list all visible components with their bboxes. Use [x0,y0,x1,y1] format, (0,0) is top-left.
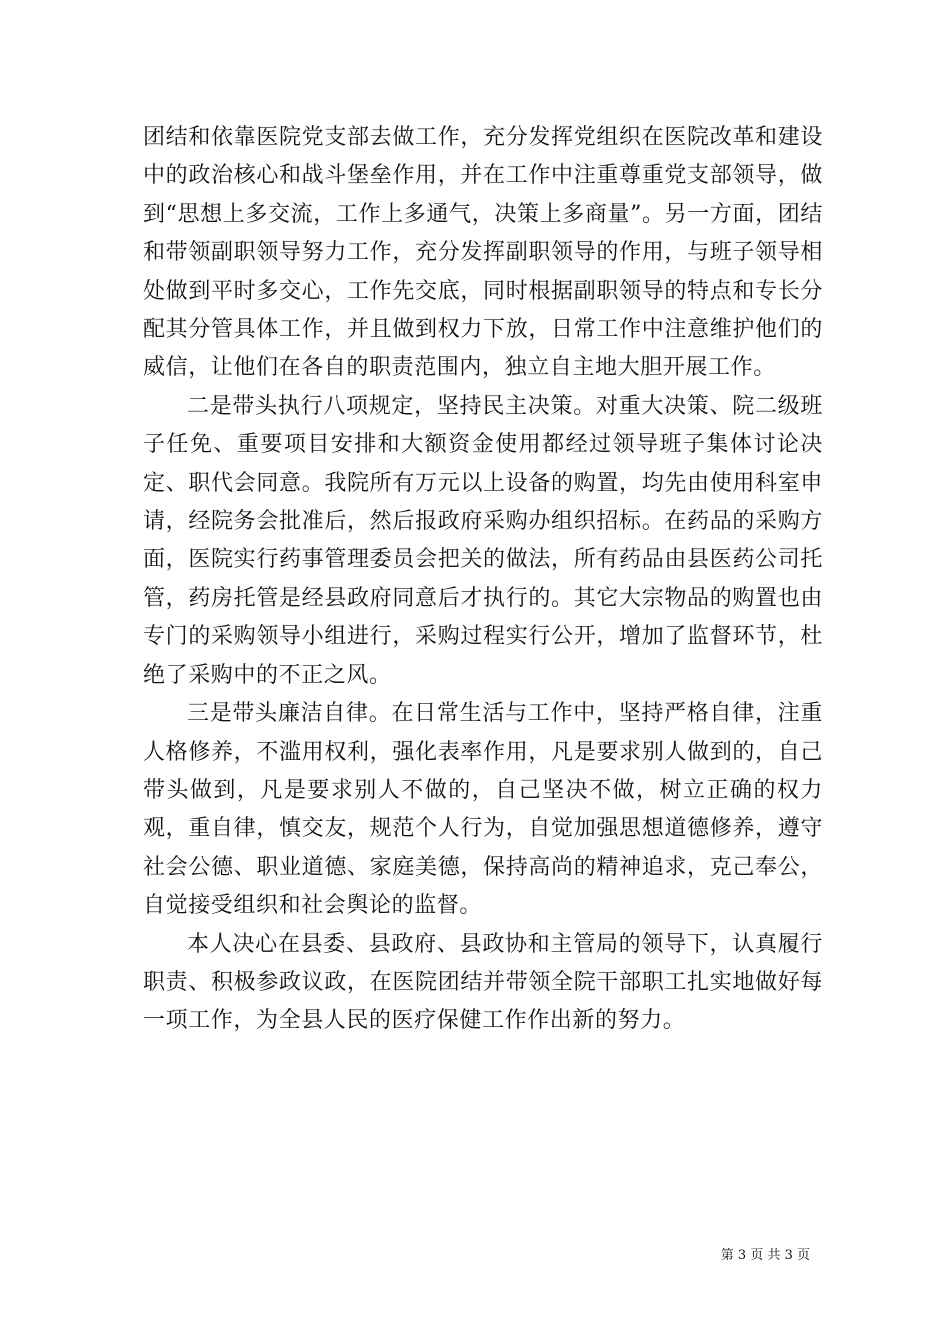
page-number: 第 3 页 共 3 页 [720,1248,810,1263]
paragraph-continuation: 团结和依靠医院党支部去做工作，充分发挥党组织在医院改革和建设中的政治核心和战斗堡垒作用，并在工作中注重尊重党支部领导，做到“思想上多交流，工作上多通气，决策上多商量”。另一方面，团结和带领副职领导努力工作，充分发挥副职领导的作用，与班子领导相处做到平时多交心，工作先交底，同时根据副职领导的特点和专长分配其分管具体工作，并且做到权力下放，日常工作中注意维护他们的威信，让他们在各自的职责范围内，独立自主地大胆开展工作。 [143,125,823,381]
paragraph-self-discipline: 三是带头廉洁自律。在日常生活与工作中，坚持严格自律，注重人格修养，不滥用权利，强化表率作用，凡是要求别人做到的，自己带头做到，凡是要求别人不做的，自己坚决不做，树立正确的权力观，重自律，慎交友，规范个人行为，自觉加强思想道德修养，遵守社会公德、职业道德、家庭美德，保持高尚的精神追求，克己奉公，自觉接受组织和社会舆论的监督。 [143,701,823,919]
document-body [143,119,823,1041]
paragraph-resolution: 本人决心在县委、县政府、县政协和主管局的领导下，认真履行职责、积极参政议政，在医院团结并带领全院干部职工扎实地做好每一项工作，为全县人民的医疗保健工作作出新的努力。 [143,931,823,1034]
paragraph-democratic-decision: 二是带头执行八项规定，坚持民主决策。对重大决策、院二级班子任免、重要项目安排和大额资金使用都经过领导班子集体讨论决定、职代会同意。我院所有万元以上设备的购置，均先由使用科室申请，经院务会批准后，然后报政府采购办组织招标。在药品的采购方面，医院实行药事管理委员会把关的做法，所有药品由县医药公司托管，药房托管是经县政府同意后才执行的。其它大宗物品的购置也由专门的采购领导小组进行，采购过程实行公开，增加了监督环节，杜绝了采购中的不正之风。 [143,393,823,688]
